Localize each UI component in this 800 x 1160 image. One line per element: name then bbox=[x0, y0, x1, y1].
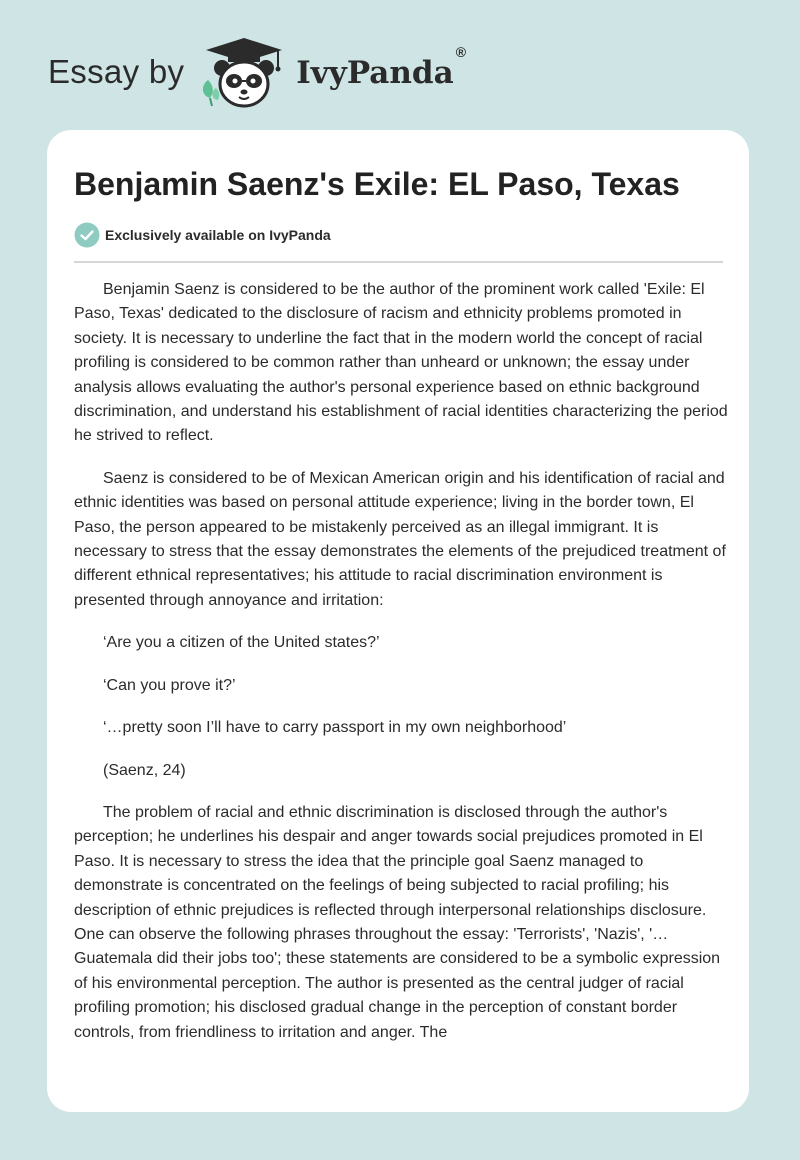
ivypanda-logo-icon[interactable] bbox=[198, 36, 290, 112]
exclusive-badge bbox=[74, 222, 331, 248]
essay-card bbox=[47, 130, 749, 1112]
check-circle-icon bbox=[74, 222, 100, 248]
quote-line: ‘Are you a citizen of the United states?’ bbox=[103, 634, 380, 652]
page-title: Benjamin Saenz's Exile: EL Paso, Texas bbox=[74, 166, 680, 202]
divider bbox=[74, 261, 723, 263]
brand-text: IvyPanda bbox=[296, 54, 454, 91]
site-header bbox=[48, 36, 468, 112]
exclusive-badge-label: Exclusively available on IvyPanda bbox=[105, 227, 331, 243]
quote-line: ‘…pretty soon I’ll have to carry passport in my own neighborhood’ bbox=[103, 719, 567, 737]
quote-line: ‘Can you prove it?’ bbox=[103, 676, 236, 694]
brand-name bbox=[296, 44, 467, 91]
essay-by-label: Essay by bbox=[48, 52, 185, 90]
paragraph: Benjamin Saenz is considered to be the author of the prominent work called 'Exile: El Paso, Texas' dedicated to the disclosure of racism and ethnicity problems promoted in society. It is necessary to underline the fact that in the modern world the concept of racial profiling is considered to be common rather than unheard or unknown; the essay under analysis allows evaluating the author's personal experience based on ethnic background discrimination, and understand his establishment of racial identities characterizing the period he strived to reflect. bbox=[74, 281, 728, 445]
essay-body bbox=[74, 278, 729, 1063]
citation: (Saenz, 24) bbox=[103, 761, 186, 779]
registered-mark: ® bbox=[455, 44, 467, 61]
paragraph: Saenz is considered to be of Mexican American origin and his identification of racial and ethnic identities was based on personal attitude experience; living in the border town, El Paso, the person appeared to be mistakenly perceived as an illegal immigrant. It is necessary to stress that the essay demonstrates the elements of the prejudiced treatment of different ethnical representatives; his attitude to racial discrimination environment is presented through annoyance and irritation: bbox=[74, 469, 726, 609]
paragraph: The problem of racial and ethnic discrimination is disclosed through the author's perception; he underlines his despair and anger towards social prejudices promoted in El Paso. It is necessary to stress the idea that the principle goal Saenz managed to demonstrate is concentrated on the feelings of being subjected to racial profiling; his description of ethnic prejudices is reflected through interpersonal relationships disclosure. One can observe the following phrases throughout the essay: 'Terrorists', 'Nazis', '…Guatemala did their jobs too'; these statements are considered to be a symbolic expression of his environmental perception. The author is presented as the central judger of racial profiling promotion; his disclosed gradual change in the perception of constant border controls, from friendliness to irritation and anger. The bbox=[74, 803, 721, 1041]
